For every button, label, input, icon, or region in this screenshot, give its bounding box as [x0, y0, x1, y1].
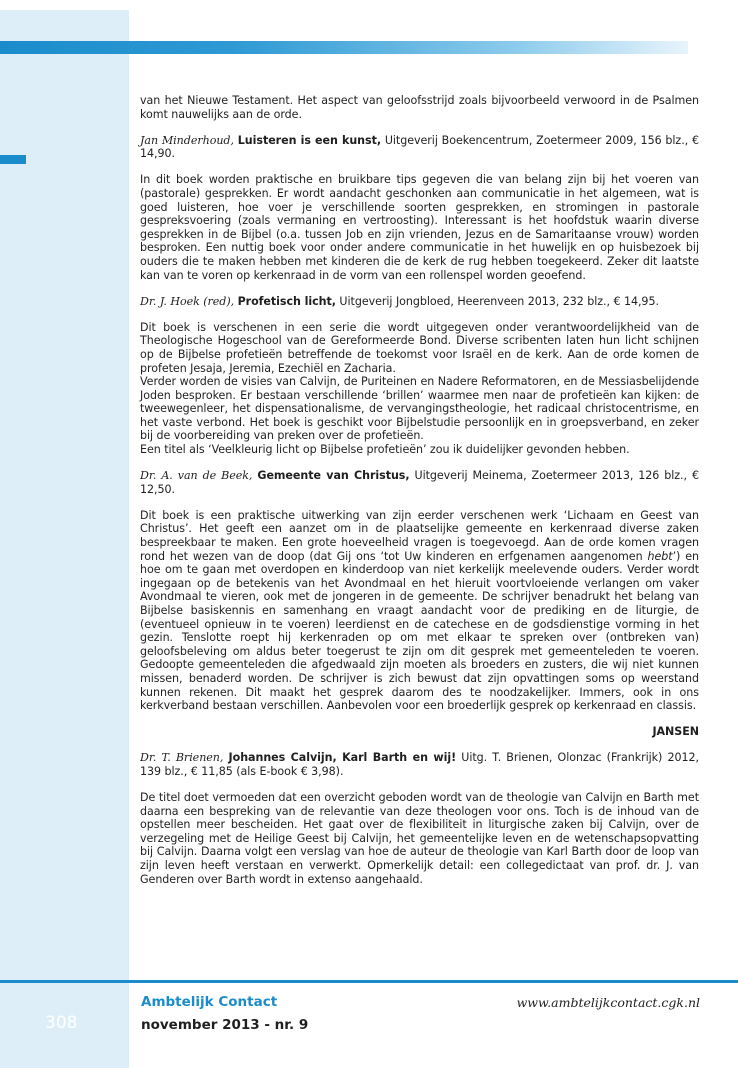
- review-paragraph: In dit boek worden praktische en bruikbare tips gegeven die van belang zijn bij het voeren van (pastorale) gesprekken. Er wordt aandacht geschonken aan communicatie in het algemeen, wat is goed luisteren, hoe voer je verschillende soorten gesprekken, en stromingen in pastorale gespreksvoering (zoals vermaning en vertroosting). Interessant is het hoofdstuk waarin diverse gesprekken in de Bijbel (o.a. tussen Job en zijn vrienden, Jezus en de Samaritaanse vrouw) worden besproken. Een nuttig boek voor onder andere communicatie in het huwelijk en op huisbezoek bij ouders die te maken hebben met kinderen die de kerk de rug hebben toegekeerd. Zeker dit laatste kan van te voren op kerkenraad in de vorm van een rollenspel worden geoefend.: [140, 173, 699, 282]
- book-title: Johannes Calvijn, Karl Barth en wij!: [228, 751, 457, 765]
- page-sidebar: [0, 10, 129, 1068]
- page-number: 308: [45, 1013, 78, 1033]
- book-reference: [140, 469, 699, 496]
- review-paragraph: Verder worden de visies van Calvijn, de Puriteinen en Nadere Reformatoren, en de Messiasbelijdende Joden besproken. Er bestaan verschillende ‘brillen’ waarmee men naar de profetieën kan kijken: de tweewegenleer, het dispensationalisme, de vervangingstheologie, het radicaal christocentrisme, en het vaste verbond. Het boek is geschikt voor Bijbelstudie persoonlijk en in groepsverband, en zeker bij de voorbereiding van preken over de profetieën.: [140, 375, 699, 443]
- book-title: Profetisch licht,: [237, 294, 336, 308]
- book-author: Dr. T. Brienen,: [140, 751, 224, 765]
- review-paragraph: [140, 509, 699, 713]
- issue-label: november 2013 - nr. 9: [141, 1017, 309, 1033]
- review-paragraph: Dit boek is verschenen in een serie die wordt uitgegeven onder verantwoordelijkheid van de Theologische Hogeschool van de Gereformeerde Bond. Diverse scribenten laten hun licht schijnen op de Bijbelse profetieën betreffende de toekomst voor Israël en de kerk. Aan de orde komen de profeten Jesaja, Jeremia, Ezechiël en Zacharia.: [140, 320, 699, 375]
- footer-rule: [0, 980, 738, 983]
- magazine-title: Ambtelijk Contact: [141, 994, 278, 1010]
- continuation-paragraph: van het Nieuwe Testament. Het aspect van geloofsstrijd zoals bijvoorbeeld verwoord in de Psalmen komt nauwelijks aan de orde.: [140, 94, 699, 121]
- review-text: Dit boek is een praktische uitwerking van zijn eerder verschenen werk ‘Lichaam en Geest van Christus’. Het geeft een aanzet om in de plaatselijke gemeente en kerkenraad diverse zaken bespreekbaar te maken. Een grote hoeveelheid vragen is toegevoegd. Aan de orde komen vragen rond het wezen van de doop (dat Gij ons ‘tot Uw kinderen en erfgenamen aangenomen: [140, 508, 699, 563]
- book-author: Dr. J. Hoek (red),: [140, 294, 235, 308]
- side-marker: [0, 155, 26, 164]
- book-author: Jan Minderhoud,: [140, 133, 234, 147]
- article-body: [140, 94, 699, 886]
- book-reference: [140, 295, 699, 309]
- book-author: Dr. A. van de Beek,: [140, 469, 253, 483]
- book-reference: [140, 134, 699, 161]
- book-publisher: Uitgeverij Boekencentrum, Zoetermeer 2009, 156 blz., € 14,90.: [140, 133, 699, 161]
- website-url: www.ambtelijkcontact.cgk.nl: [516, 995, 700, 1010]
- review-text: ’) en hoe om te gaan met overdopen en kinderdoop van niet kerkelijk meelevende ouders. Verder wordt ingegaan op de betekenis van het Avondmaal en het hieruit voortvloeiende verlangen om vaker Avondmaal te vieren, ook met de jongeren in de gemeente. De schrijver benadrukt het belang van Bijbelse basiskennis en samenhang en vraagt aandacht voor de prediking en de liturgie, de (eventueel opnieuw in te voeren) leerdienst en de catechese en de godsdienstige vorming in het gezin. Tenslotte roept hij kerkenraden op om met elkaar te spreken over (ontbreken van) geloofsbeleving om aldus beter toegerust te zijn om dit gesprek met gemeenteleden te voeren. Gedoopte gemeenteleden die afgedwaald zijn moeten als broeders en zusters, die wij niet kunnen missen, benaderd worden. De schrijver is zich bewust dat zijn opvattingen soms op weerstand kunnen rekenen. Dit maakt het gesprek daarom des te noodzakelijker. Immers, ook in ons kerkverband bestaan verschillen. Aanbevolen voor een broederlijk gesprek op kerkenraad en classis.: [140, 549, 699, 713]
- book-publisher: Uitgeverij Meinema, Zoetermeer 2013, 126 blz., € 12,50.: [140, 469, 699, 496]
- book-reference: [140, 751, 699, 778]
- book-publisher: Uitg. T. Brienen, Olonzac (Frankrijk) 2012, 139 blz., € 11,85 (als E-book € 3,98).: [140, 751, 699, 778]
- book-title: Gemeente van Christus,: [257, 469, 410, 483]
- book-title: Luisteren is een kunst,: [237, 133, 381, 147]
- header-gradient-bar: [0, 41, 688, 54]
- review-paragraph: De titel doet vermoeden dat een overzicht geboden wordt van de theologie van Calvijn en Barth met daarna een bespreking van de relevantie van deze theologen voor ons. Toch is de inhoud van de opstellen meer bescheiden. Het gaat over de flexibiliteit in liturgische zaken bij Calvijn, over de verzegeling met de Heilige Geest bij Calvijn, het gemeentelijke leven en de wetenschapsopvatting bij Calvijn. Daarna volgt een verslag van hoe de auteur de theologie van Karl Barth door de loop van zijn leven heeft verstaan en verwerkt. Opmerkelijk detail: een collegedictaat van prof. dr. J. van Genderen over Barth wordt in extenso aangehaald.: [140, 791, 699, 886]
- book-publisher: Uitgeverij Jongbloed, Heerenveen 2013, 232 blz., € 14,95.: [335, 294, 659, 308]
- review-emphasis: hebt: [647, 549, 673, 563]
- review-paragraph: Een titel als ‘Veelkleurig licht op Bijbelse profetieën’ zou ik duidelijker gevonden hebben.: [140, 443, 630, 457]
- reviewer-signature: JANSEN: [652, 725, 699, 739]
